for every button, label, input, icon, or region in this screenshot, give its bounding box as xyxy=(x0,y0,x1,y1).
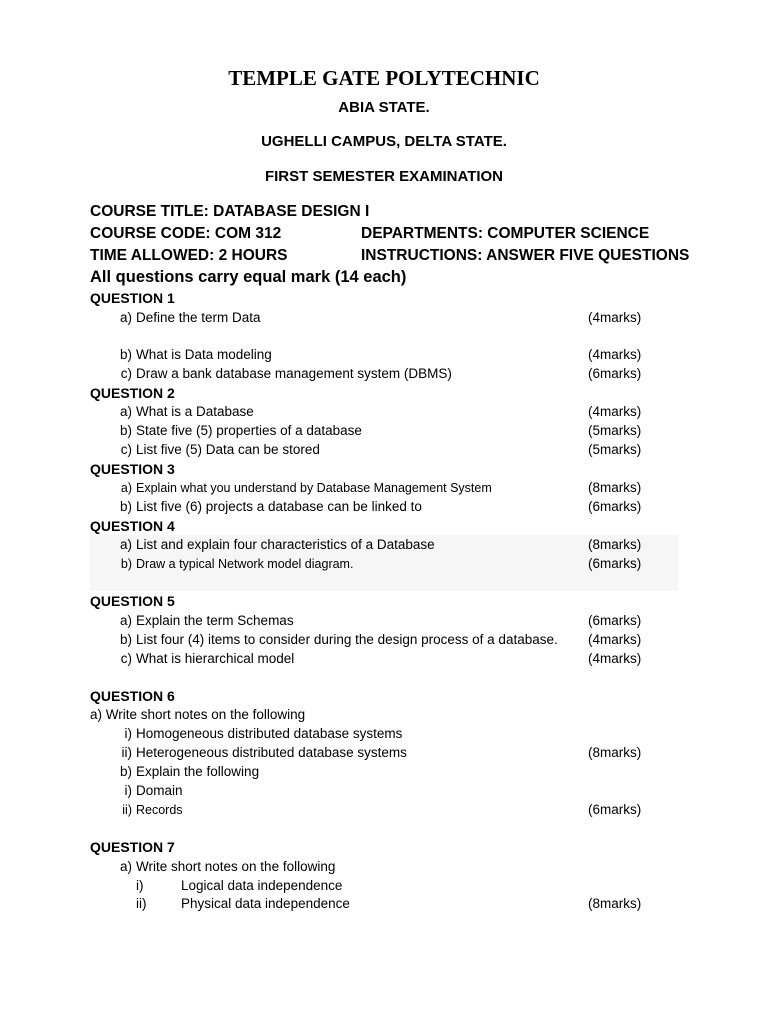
q4-a-label: a) xyxy=(119,537,132,552)
time-allowed: TIME ALLOWED: 2 HOURS xyxy=(90,247,288,264)
q1-c-label: c) xyxy=(120,366,132,381)
q4-a-text: List and explain four characteristics of a Database xyxy=(136,537,435,552)
q5-c-label: c) xyxy=(120,651,132,666)
q2-c-text: List five (5) Data can be stored xyxy=(136,442,320,457)
marks-note: All questions carry equal mark (14 each) xyxy=(90,268,407,286)
state-line: ABIA STATE. xyxy=(338,99,430,116)
q5-b-label: b) xyxy=(119,632,132,647)
q6-a-text: a) Write short notes on the following xyxy=(90,707,306,722)
q2-a-marks: (4marks) xyxy=(588,404,642,419)
q7-a-text: Write short notes on the following xyxy=(136,859,336,874)
q6-b-label: b) xyxy=(119,764,132,779)
q3-b-marks: (6marks) xyxy=(588,499,642,514)
q3-a-text: Explain what you understand by Database Management System xyxy=(136,481,492,495)
q5-a-text: Explain the term Schemas xyxy=(136,613,294,628)
campus-line: UGHELLI CAMPUS, DELTA STATE. xyxy=(261,133,507,150)
q5-b-text: List four (4) items to consider during the design process of a database. xyxy=(136,632,558,647)
q6-b-i-text: Domain xyxy=(136,783,183,798)
q3-b-text: List five (6) projects a database can be linked to xyxy=(136,499,422,514)
q2-b-marks: (5marks) xyxy=(588,423,642,438)
q2-c-marks: (5marks) xyxy=(588,442,642,457)
q1-c-text: Draw a bank database management system (DBMS) xyxy=(136,366,452,381)
q6-b-text: Explain the following xyxy=(136,764,260,779)
q7-a-marks: (8marks) xyxy=(588,896,642,911)
q6-a-i-label: i) xyxy=(124,726,132,741)
q1-a-text: Define the term Data xyxy=(136,310,261,325)
q2-a-label: a) xyxy=(119,404,132,419)
q7-a-ii-label: ii) xyxy=(136,896,147,911)
q7-a-i-label: i) xyxy=(136,878,144,893)
course-code: COURSE CODE: COM 312 xyxy=(90,225,282,242)
q5-a-marks: (6marks) xyxy=(588,613,642,628)
q3-b-label: b) xyxy=(119,499,132,514)
q6-b-i-label: i) xyxy=(124,783,132,798)
q1-a-marks: (4marks) xyxy=(588,310,642,325)
question-1-heading: QUESTION 1 xyxy=(90,290,175,306)
q4-b-text: Draw a typical Network model diagram. xyxy=(136,557,354,571)
q5-c-marks: (4marks) xyxy=(588,651,642,666)
q7-a-label: a) xyxy=(119,859,132,874)
question-3-heading: QUESTION 3 xyxy=(90,461,175,477)
q4-b-label: b) xyxy=(120,557,132,571)
q1-b-marks: (4marks) xyxy=(588,347,642,362)
q5-a-label: a) xyxy=(119,613,132,628)
q2-b-text: State five (5) properties of a database xyxy=(136,423,362,438)
q3-a-label: a) xyxy=(120,481,132,495)
q3-a-marks: (8marks) xyxy=(588,480,642,495)
q1-b-label: b) xyxy=(119,347,132,362)
q6-b-ii-label: ii) xyxy=(122,803,132,817)
exam-line: FIRST SEMESTER EXAMINATION xyxy=(264,168,504,185)
question-2-heading: QUESTION 2 xyxy=(90,385,175,401)
q1-c-marks: (6marks) xyxy=(588,366,642,381)
q2-c-label: c) xyxy=(120,442,132,457)
q6-a-ii-label: ii) xyxy=(121,745,132,760)
q1-b-text: What is Data modeling xyxy=(136,347,272,362)
q2-a-text: What is a Database xyxy=(136,404,254,419)
q1-a-label: a) xyxy=(119,310,132,325)
question-7-heading: QUESTION 7 xyxy=(90,839,175,855)
q6-a-i-text: Homogeneous distributed database systems xyxy=(136,726,403,741)
q4-a-marks: (8marks) xyxy=(588,537,642,552)
question-5-heading: QUESTION 5 xyxy=(90,593,175,609)
q6-a-ii-text: Heterogeneous distributed database systems xyxy=(136,745,407,760)
q5-b-marks: (4marks) xyxy=(588,632,642,647)
question-4-heading: QUESTION 4 xyxy=(90,518,175,534)
q5-c-text: What is hierarchical model xyxy=(136,651,295,666)
q7-a-i-text: Logical data independence xyxy=(181,878,343,893)
q6-a-marks: (8marks) xyxy=(588,745,642,760)
q4-b-marks: (6marks) xyxy=(588,556,642,571)
institution-title: TEMPLE GATE POLYTECHNIC xyxy=(228,66,540,90)
q2-b-label: b) xyxy=(119,423,132,438)
q7-a-ii-text: Physical data independence xyxy=(181,896,350,911)
q6-b-marks: (6marks) xyxy=(588,802,642,817)
department: DEPARTMENTS: COMPUTER SCIENCE xyxy=(361,225,650,242)
instructions: INSTRUCTIONS: ANSWER FIVE QUESTIONS xyxy=(361,247,690,264)
q6-b-ii-text: Records xyxy=(136,803,183,817)
question-6-heading: QUESTION 6 xyxy=(90,688,175,704)
course-title: COURSE TITLE: DATABASE DESIGN I xyxy=(90,203,370,220)
